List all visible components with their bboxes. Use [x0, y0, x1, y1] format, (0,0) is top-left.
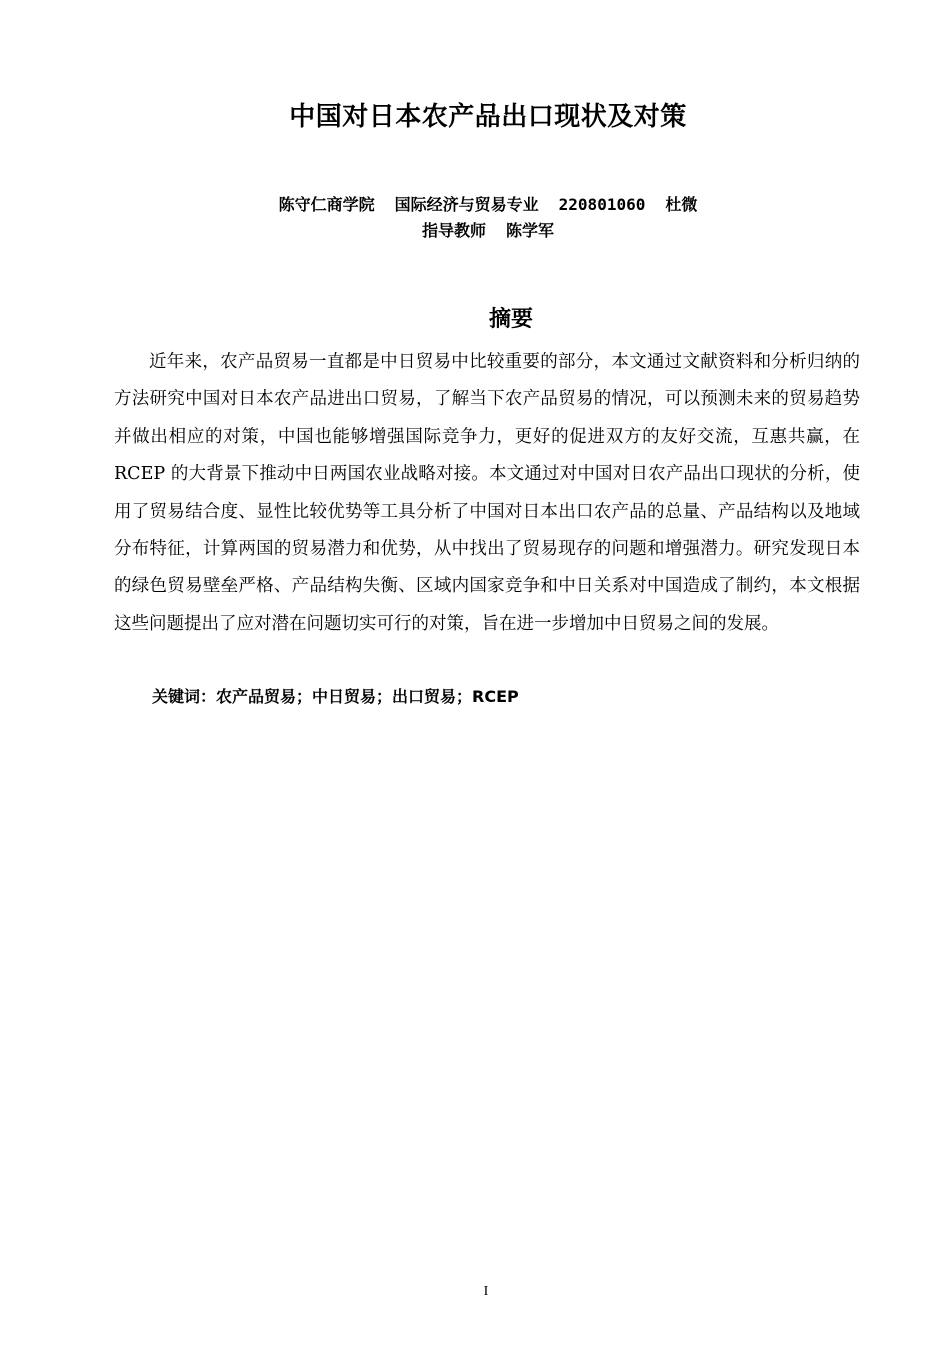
- author-major: 国际经济与贸易专业: [394, 195, 539, 214]
- author-student-id: 220801060: [558, 195, 646, 214]
- document-title: 中国对日本农产品出口现状及对策: [289, 102, 687, 132]
- author-name: 杜微: [665, 195, 698, 214]
- abstract-heading: 摘要: [488, 307, 533, 332]
- abstract-body: 近年来，农产品贸易一直都是中日贸易中比较重要的部分，本文通过文献资料和分析归纳的方法研究中国对日本农产品进出口贸易，了解当下农产品贸易的情况，可以预测未来的贸易趋势并做出相应的对策，中国也能够增强国际竞争力，更好的促进双方的友好交流，互惠共赢，在 RCEP 的大背景下推动中日两国农业战略对接。本文通过对中国对日农产品出口现状的分析，使用了贸易结合度、显性比较优势等工具分析了中国对日本出口农产品的总量、产品结构以及地域分布特征，计算两国的贸易潜力和优势，从中找出了贸易现存的问题和增强潜力。研究发现日本的绿色贸易壁垒严格、产品结构失衡、区域内国家竞争和中日关系对中国造成了制约，本文根据这些问题提出了应对潜在问题切实可行的对策，旨在进一步增加中日贸易之间的发展。: [114, 352, 860, 634]
- keywords-line: 关键词：农产品贸易；中日贸易；出口贸易；RCEP: [152, 687, 519, 706]
- advisor-name: 陈学军: [506, 221, 555, 240]
- advisor-line: [0, 218, 950, 241]
- author-info-line: [0, 192, 950, 215]
- page-number: I: [483, 1284, 489, 1299]
- author-school: 陈守仁商学院: [278, 195, 375, 214]
- advisor-label: 指导教师: [421, 221, 486, 240]
